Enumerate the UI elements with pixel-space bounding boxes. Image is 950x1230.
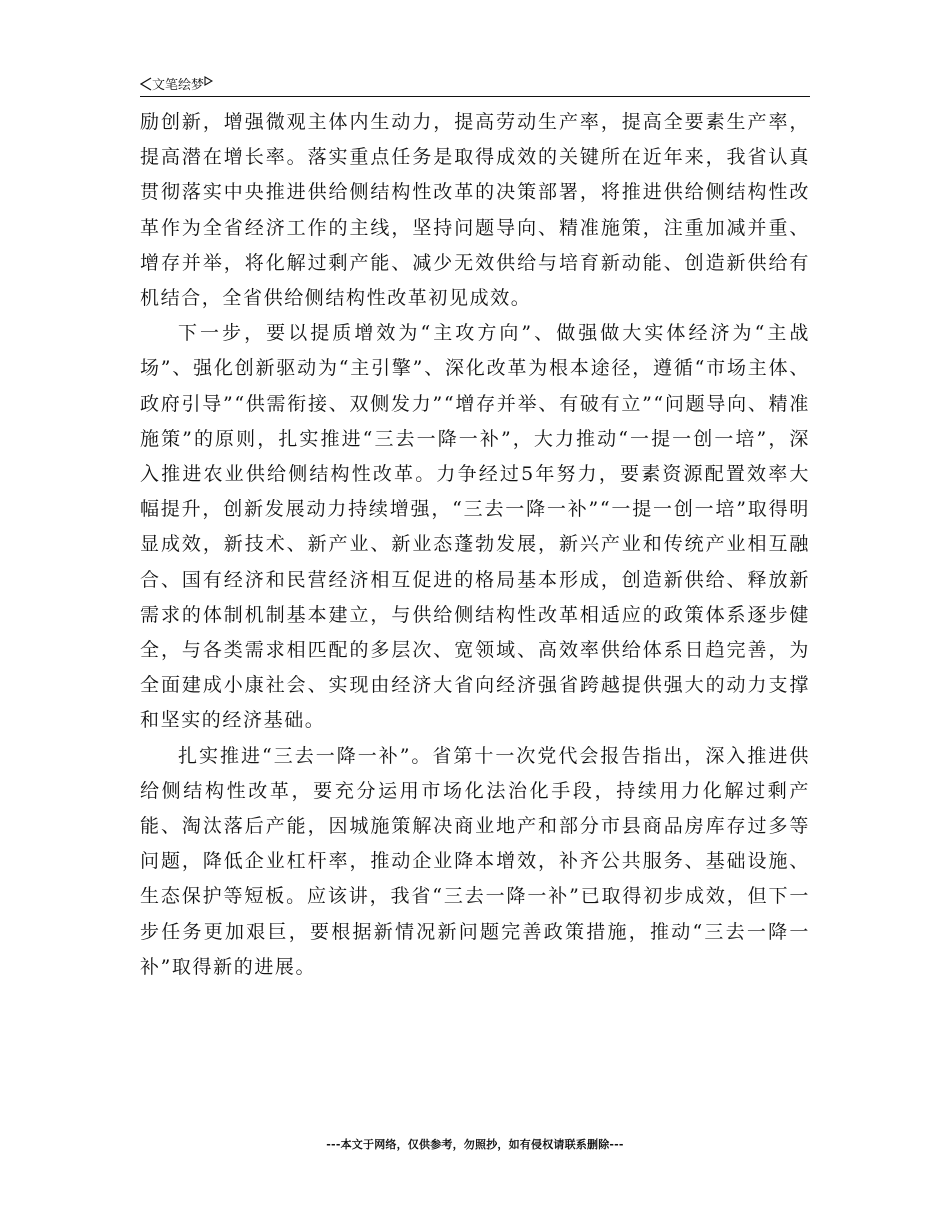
- document-body: [140, 105, 810, 985]
- header-title-group: [140, 74, 213, 93]
- page-header: [140, 70, 810, 97]
- paragraph-three-one-one: 扎实推进“三去一降一补”。省第十一次党代会报告指出，深入推进供给侧结构性改革，要充分运用市场化法治化手段，持续用力化解过剩产能、淘汰落后产能，因城施策解决商业地产和部分市县商品房库存过多等问题，降低企业杠杆率，推动企业降本增效，补齐公共服务、基础设施、生态保护等短板。应该讲，我省“三去一降一补”已取得初步成效，但下一步任务更加艰巨，要根据新情况新问题完善政策措施，推动“三去一降一补”取得新的进展。: [140, 744, 810, 978]
- right-triangle-icon: [204, 76, 213, 86]
- paragraph-continuation: 励创新，增强微观主体内生动力，提高劳动生产率，提高全要素生产率，提高潜在增长率。落实重点任务是取得成效的关键所在近年来，我省认真贯彻落实中央推进供给侧结构性改革的决策部署，将推进供给侧结构性改革作为全省经济工作的主线，坚持问题导向、精准施策，注重加减并重、增存并举，将化解过剩产能、减少无效供给与培育新动能、创造新供给有机结合，全省供给侧结构性改革初见成效。: [140, 111, 810, 310]
- paragraph-next-steps: 下一步，要以提质增效为“主攻方向”、做强做大实体经济为“主战场”、强化创新驱动为“主引擎”、深化改革为根本途径，遵循“市场主体、政府引导”“供需衔接、双侧发力”“增存并举、有破有立”“问题导向、精准施策”的原则，扎实推进“三去一降一补”，大力推动“一提一创一培”，深入推进农业供给侧结构性改革。力争经过5年努力，要素资源配置效率大幅提升，创新发展动力持续增强，“三去一降一补”“一提一创一培”取得明显成效，新技术、新产业、新业态蓬勃发展，新兴产业和传统产业相互融合、国有经济和民营经济相互促进的格局基本形成，创造新供给、释放新需求的体制机制基本建立，与供给侧结构性改革相适应的政策体系逐步健全，与各类需求相匹配的多层次、宽领域、高效率供给体系日趋完善，为全面建成小康社会、实现由经济大省向经济强省跨越提供强大的动力支撑和坚实的经济基础。: [140, 322, 810, 732]
- header-title: 文笔绘梦: [152, 78, 205, 93]
- footer-disclaimer: ---本文于网络，仅供参考，勿照抄，如有侵权请联系删除---: [326, 1138, 624, 1151]
- left-triangle-icon: [140, 77, 152, 91]
